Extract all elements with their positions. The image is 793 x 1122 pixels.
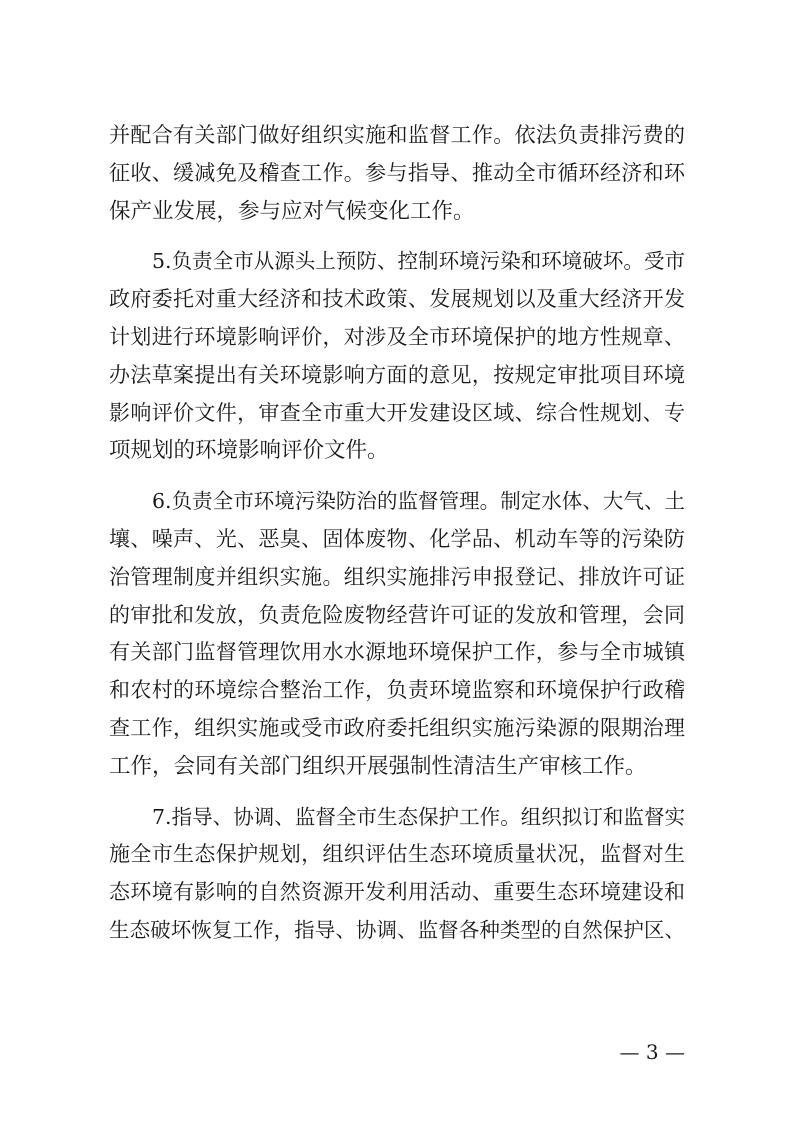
paragraph-item-6	[109, 483, 685, 785]
text-line: 办法草案提出有关环境影响方面的意见，按规定审批项目环境	[109, 362, 685, 387]
text-line: 政府委托对重大经济和技术政策、发展规划以及重大经济开发	[109, 287, 685, 312]
text-line: 和农村的环境综合整治工作，负责环境监察和环境保护行政稽	[109, 678, 685, 703]
text-line: 征收、缓减免及稽查工作。参与指导、推动全市循环经济和环	[109, 160, 685, 185]
text-line: 并配合有关部门做好组织实施和监督工作。依法负责排污费的	[109, 123, 685, 147]
paragraph-item-5	[109, 243, 685, 470]
text-line: 保产业发展，参与应对气候变化工作。	[109, 198, 475, 224]
text-line: 影响评价文件，审查全市重大开发建设区域、综合性规划、专	[109, 400, 685, 425]
text-line: 计划进行环境影响评价，对涉及全市环境保护的地方性规章、	[109, 324, 685, 349]
text-line: 治管理制度并组织实施。组织实施排污申报登记、排放许可证	[109, 564, 685, 589]
text-line: 查工作，组织实施或受市政府委托组织实施污染源的限期治理	[109, 715, 685, 740]
page-number: — 3 —	[619, 1040, 685, 1064]
text-line: 生态破坏恢复工作，指导、协调、监督各种类型的自然保护区、	[109, 917, 685, 942]
paragraph-continuation	[109, 117, 685, 230]
text-line: 6.负责全市环境污染防治的监督管理。制定水体、大气、土	[152, 489, 685, 514]
text-line: 5.负责全市从源头上预防、控制环境污染和环境破坏。受市	[152, 249, 685, 274]
text-line: 施全市生态保护规划，组织评估生态环境质量状况，监督对生	[109, 842, 685, 867]
document-body	[109, 117, 685, 950]
text-line: 壤、噪声、光、恶臭、固体废物、化学品、机动车等的污染防	[109, 526, 685, 551]
text-line: 的审批和发放，负责危险废物经营许可证的发放和管理，会同	[109, 602, 685, 627]
paragraph-item-7	[109, 799, 685, 950]
text-line: 7.指导、协调、监督全市生态保护工作。组织拟订和监督实	[152, 804, 685, 829]
text-line: 工作，会同有关部门组织开展强制性清洁生产审核工作。	[109, 753, 647, 779]
text-line: 态环境有影响的自然资源开发利用活动、重要生态环境建设和	[109, 880, 685, 905]
text-line: 项规划的环境影响评价文件。	[109, 438, 389, 464]
text-line: 有关部门监督管理饮用水水源地环境保护工作，参与全市城镇	[109, 640, 685, 665]
